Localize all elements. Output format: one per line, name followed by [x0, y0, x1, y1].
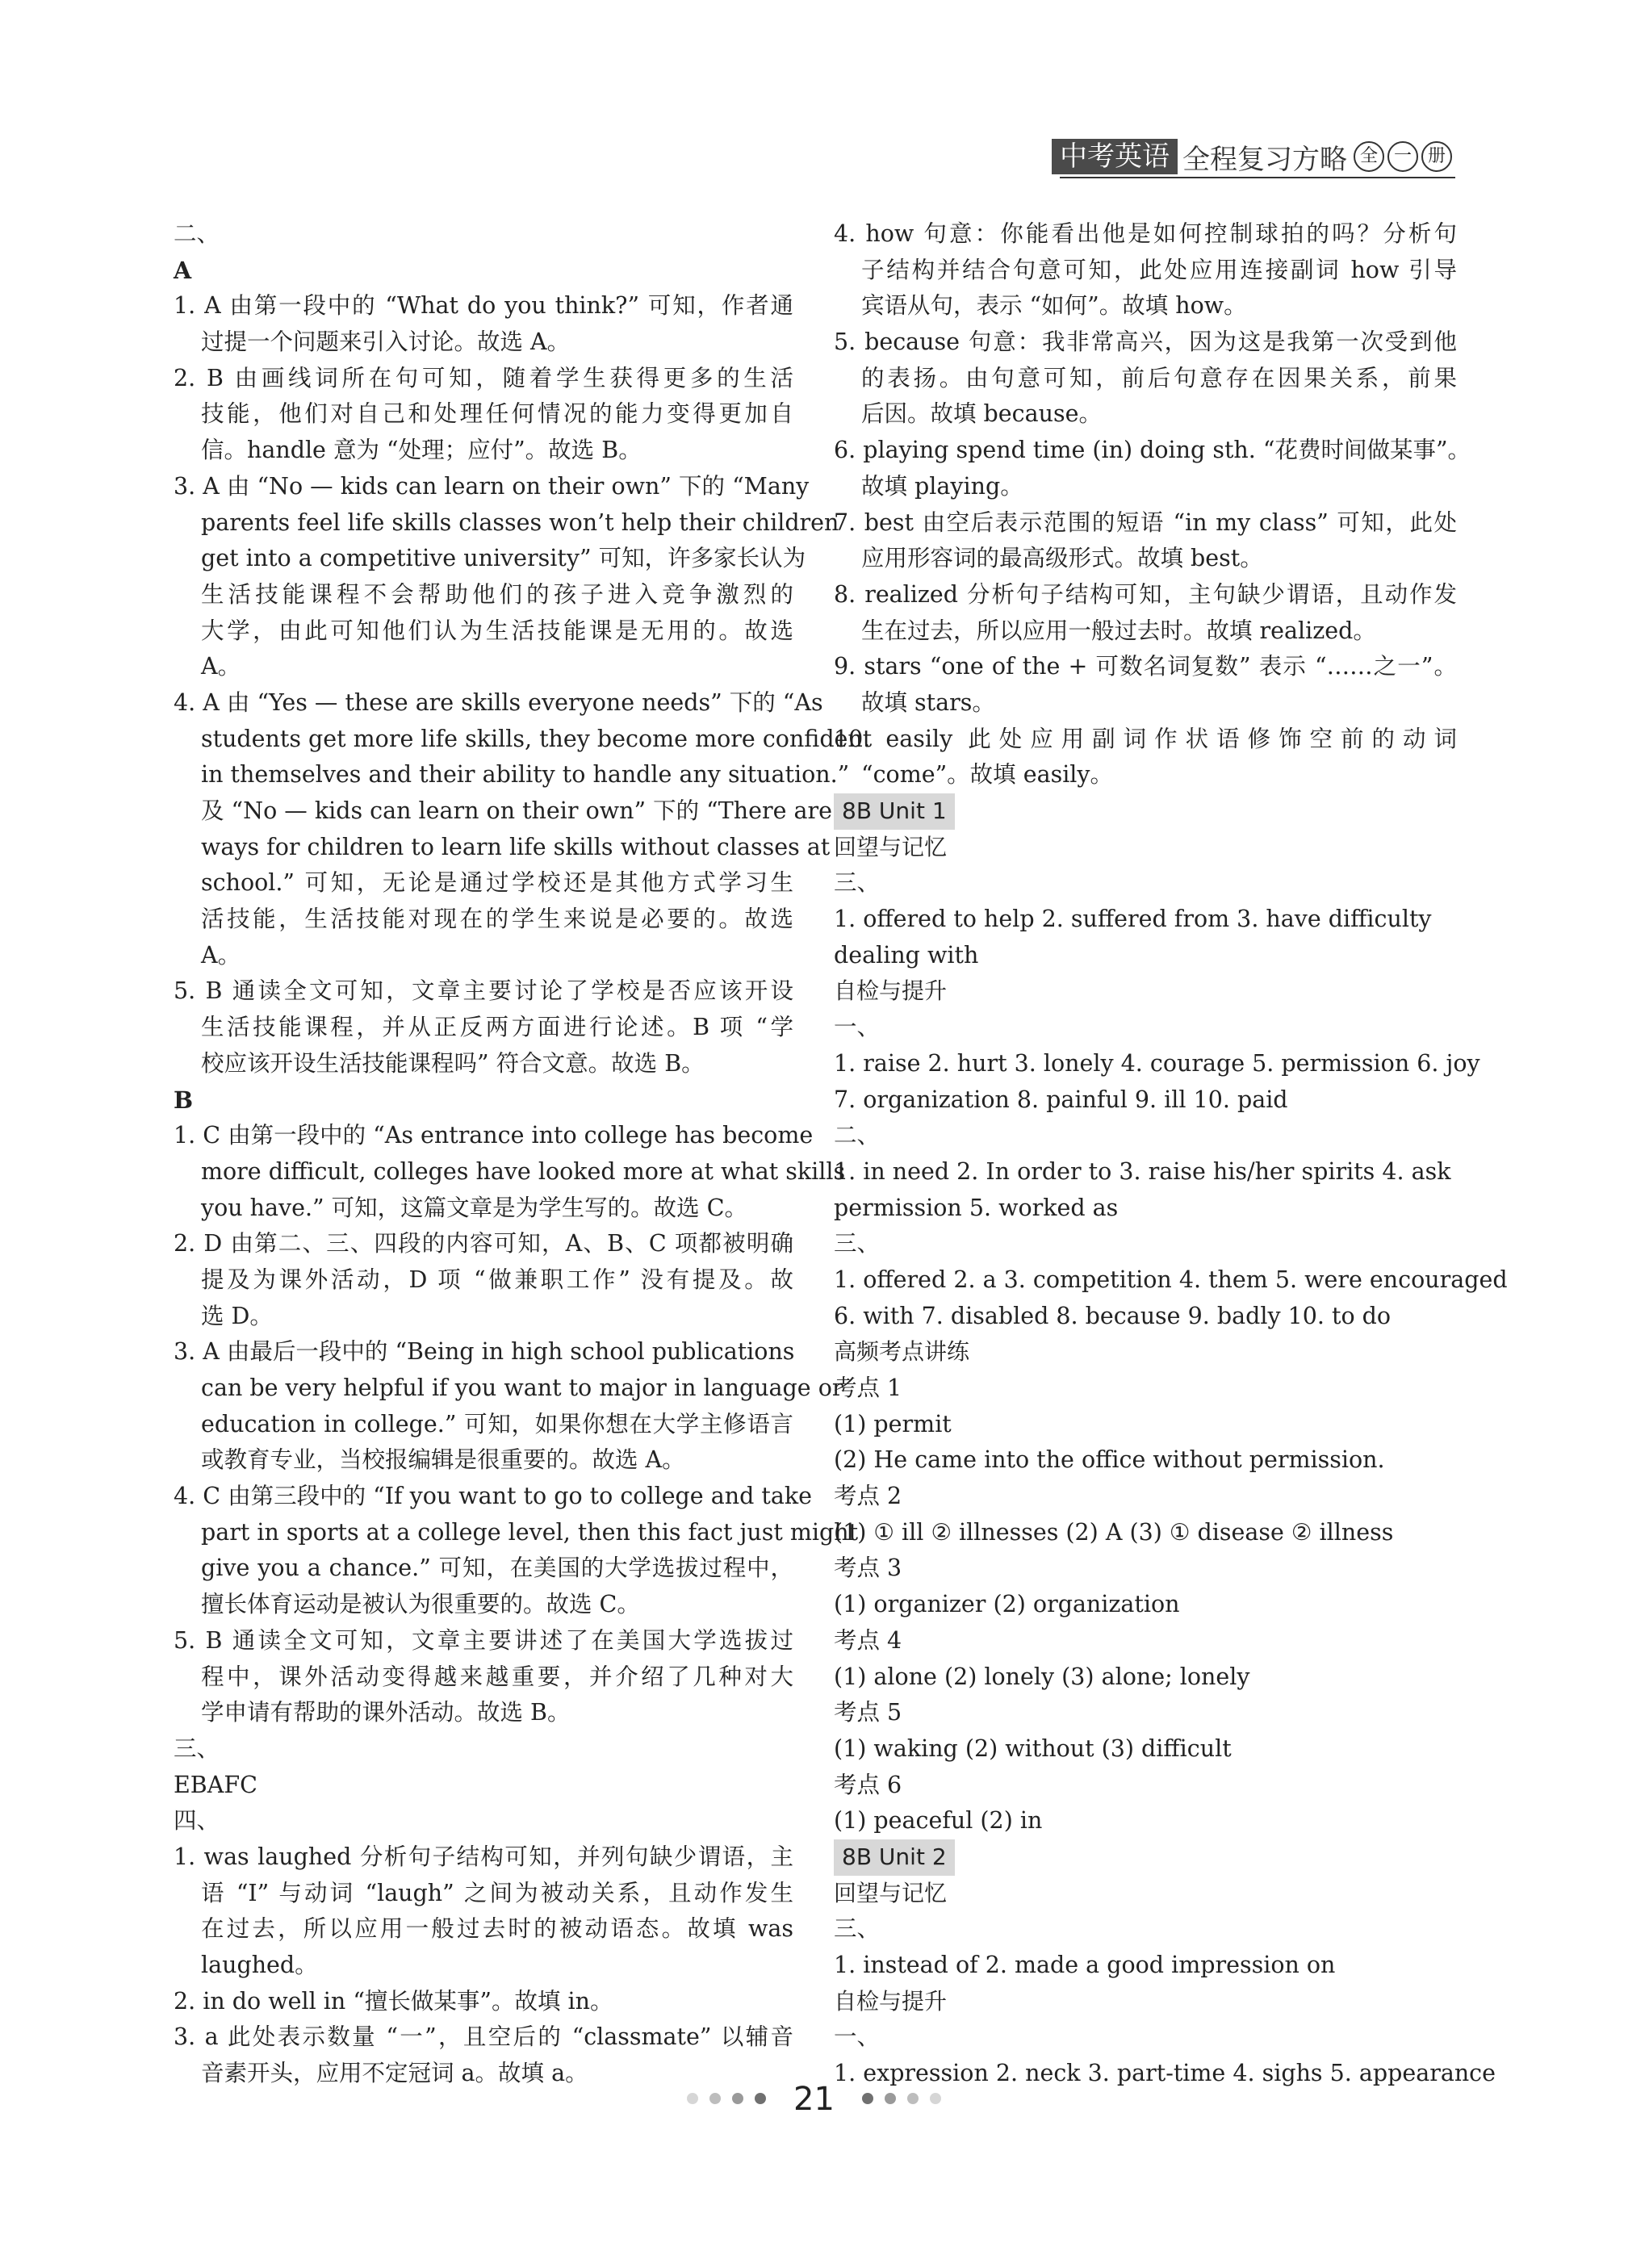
text-line: 6. playing spend time (in) doing sth. “花费时间做某事”。 — [834, 437, 1471, 464]
footer-dot — [755, 2093, 766, 2104]
header-boxed-title: 中考英语 — [1052, 139, 1178, 174]
text-line: 考点 2 — [834, 1483, 902, 1510]
text-line: more difficult, colleges have looked more at what skills — [201, 1157, 846, 1185]
text-line: dealing with — [834, 941, 979, 969]
text-line: 1. C 由第一段中的 “As entrance into college has become — [174, 1122, 814, 1149]
text-line: (1) organizer (2) organization — [834, 1591, 1180, 1618]
text-line: 程中，课外活动变得越来越重要，并介绍了几种对大 — [201, 1663, 793, 1690]
text-line: 选 D。 — [201, 1302, 273, 1329]
text-line: 擅长体育运动是被认为很重要的。故选 C。 — [201, 1591, 640, 1618]
text-line: 7. best 由空后表示范围的短语 “in my class” 可知，此处 — [834, 508, 1457, 536]
text-line: ways for children to learn life skills without classes at — [201, 833, 831, 860]
text-line: 一、 — [834, 1014, 881, 1041]
text-line: A。 — [201, 653, 241, 680]
footer-dot — [862, 2093, 873, 2104]
text-line: (1) permit — [834, 1410, 952, 1437]
page-header — [1052, 139, 1454, 174]
right-column — [834, 216, 1508, 2092]
text-line: 4. C 由第三段中的 “If you want to go to college and take — [174, 1483, 812, 1510]
text-line: 技能，他们对自己和处理任何情况的能力变得更加自 — [201, 400, 793, 428]
text-line: 4. how 句意：你能看出他是如何控制球拍的吗？分析句 — [834, 220, 1457, 247]
text-line: 生活技能课程不会帮助他们的孩子进入竞争激烈的 — [201, 580, 793, 608]
text-line: 回望与记忆 — [834, 833, 948, 860]
text-line: 三、 — [834, 1230, 881, 1257]
text-line: 1. instead of 2. made a good impression on — [834, 1952, 1336, 1978]
text-line: 3. A 由 “No — kids can learn on their own” 下的 “Many — [174, 472, 810, 500]
text-line: 后因。故填 because。 — [861, 400, 1102, 428]
text-line: 3. a 此处表示数量 “一”，且空后的 “classmate” 以辅音 — [174, 2023, 793, 2051]
text-line: 三、 — [174, 1734, 220, 1762]
page-footer — [0, 2081, 1628, 2118]
text-line: education in college.” 可知，如果你想在大学主修语言 — [201, 1410, 793, 1437]
text-line: 1. raise 2. hurt 3. lonely 4. courage 5. permission 6. joy — [834, 1049, 1480, 1077]
text-line: 自检与提升 — [834, 977, 948, 1005]
text-line: 3. A 由最后一段中的 “Being in high school publications — [174, 1338, 795, 1366]
text-line: 5. because 句意：我非常高兴，因为这是我第一次受到他 — [834, 328, 1457, 356]
text-line: 学申请有帮助的课外活动。故选 B。 — [201, 1699, 571, 1726]
text-line: 或教育专业，当校报编辑是很重要的。故选 A。 — [201, 1446, 685, 1474]
text-line: 子结构并结合句意可知，此处应用连接副词 how 引导 — [861, 256, 1457, 283]
text-line — [834, 1839, 1457, 1876]
footer-dot — [930, 2093, 941, 2104]
text-line: “come”。故填 easily。 — [861, 761, 1114, 789]
text-line: 1. A 由第一段中的 “What do you think?” 可知，作者通 — [174, 292, 793, 320]
text-line: 过提一个问题来引入讨论。故选 A。 — [201, 328, 571, 356]
text-line: 2. D 由第二、三、四段的内容可知，A、B、C 项都被明确 — [174, 1230, 793, 1257]
text-line: (1) ① ill ② illnesses (2) A (3) ① disease ② illness — [834, 1518, 1394, 1546]
text-line: 回望与记忆 — [834, 1879, 948, 1906]
text-line: 生在过去，所以应用一般过去时。故填 realized。 — [861, 617, 1376, 644]
unit-heading: 8B Unit 1 — [834, 793, 955, 830]
text-line: in themselves and their ability to handle any situation.” — [201, 761, 850, 789]
header-rule — [1060, 177, 1455, 178]
text-line: 大学，由此可知他们认为生活技能课是无用的。故选 — [201, 617, 793, 644]
text-line: 8. realized 分析句子结构可知，主句缺少谓语，且动作发 — [834, 580, 1457, 608]
text-line: 9. stars “one of the + 可数名词复数” 表示 “……之一”。 — [834, 653, 1457, 680]
text-line: 音素开头，应用不定冠词 a。故填 a。 — [201, 2060, 588, 2087]
footer-dot — [687, 2093, 698, 2104]
text-line: 三、 — [834, 869, 881, 897]
text-line: 2. B 由画线词所在句可知，随着学生获得更多的生活 — [174, 364, 793, 391]
text-line: 校应该开设生活技能课程吗” 符合文意。故选 B。 — [201, 1049, 705, 1077]
text-line: 故填 stars。 — [861, 688, 995, 716]
footer-dot — [907, 2093, 919, 2104]
text-line: (1) alone (2) lonely (3) alone; lonely — [834, 1663, 1250, 1690]
text-line: EBAFC — [174, 1771, 257, 1798]
text-line: students get more life skills, they become more confident — [201, 725, 873, 752]
text-line: 1. was laughed 分析句子结构可知，并列句缺少谓语，主 — [174, 1843, 793, 1870]
text-line: 四、 — [174, 1807, 220, 1835]
text-line: 1. offered 2. a 3. competition 4. them 5. were encouraged — [834, 1266, 1508, 1293]
text-line: (1) peaceful (2) in — [834, 1807, 1043, 1835]
text-line: 1. in need 2. In order to 3. raise his/her spirits 4. ask — [834, 1157, 1451, 1185]
text-line: 提及为课外活动，D 项 “做兼职工作” 没有提及。故 — [201, 1266, 793, 1293]
text-line: 信。handle 意为 “处理；应付”。故选 B。 — [201, 437, 642, 464]
text-line: 1. expression 2. neck 3. part-time 4. sighs 5. appearance — [834, 2060, 1496, 2087]
text-line: part in sports at a college level, then this fact just might — [201, 1518, 859, 1546]
text-line: 三、 — [834, 1915, 881, 1943]
text-line: A。 — [201, 941, 241, 969]
text-line: 应用形容词的最高级形式。故填 best。 — [861, 545, 1263, 572]
text-line: 7. organization 8. painful 9. ill 10. paid — [834, 1086, 1288, 1113]
text-line: 考点 5 — [834, 1699, 902, 1726]
text-line: A — [174, 256, 192, 284]
text-line: (2) He came into the office without permission. — [834, 1446, 1385, 1474]
text-line: (1) waking (2) without (3) difficult — [834, 1734, 1232, 1762]
text-line: 及 “No — kids can learn on their own” 下的 “There are — [201, 797, 833, 824]
header-circled-char: 册 — [1421, 141, 1452, 172]
text-line: 生活技能课程，并从正反两方面进行论述。B 项 “学 — [201, 1014, 793, 1041]
text-line: 语 “I” 与动词 “laugh” 之间为被动关系，且动作发生 — [201, 1879, 793, 1906]
text-line: 考点 3 — [834, 1555, 902, 1582]
text-line: 考点 1 — [834, 1375, 902, 1401]
text-line: B — [174, 1086, 194, 1114]
text-line: 考点 6 — [834, 1771, 902, 1798]
text-line: laughed。 — [201, 1952, 318, 1978]
page-number: 21 — [793, 2081, 835, 2118]
text-line: 10. easily 此处应用副词作状语修饰空前的动词 — [834, 725, 1457, 752]
text-line: 故填 playing。 — [861, 472, 1023, 500]
text-line: 2. in do well in “擅长做某事”。故填 in。 — [174, 1987, 613, 2015]
text-line: 6. with 7. disabled 8. because 9. badly 10. to do — [834, 1302, 1392, 1329]
footer-dot — [709, 2093, 721, 2104]
text-line: you have.” 可知，这篇文章是为学生写的。故选 C。 — [201, 1194, 748, 1221]
text-line: get into a competitive university” 可知，许多家长认为 — [201, 545, 806, 572]
text-line: 宾语从句，表示 “如何”。故填 how。 — [861, 292, 1247, 320]
text-line: 在过去，所以应用一般过去时的被动语态。故填 was — [201, 1915, 793, 1943]
text-line: give you a chance.” 可知，在美国的大学选拔过程中， — [201, 1555, 793, 1582]
text-line: 的表扬。由句意可知，前后句意存在因果关系，前果 — [861, 364, 1457, 391]
text-line: 5. B 通读全文可知，文章主要讨论了学校是否应该开设 — [174, 977, 793, 1005]
footer-dot — [732, 2093, 743, 2104]
text-line: 一、 — [834, 2023, 881, 2051]
footer-dot — [885, 2093, 896, 2104]
text-line: 二、 — [174, 220, 220, 247]
text-line: parents feel life skills classes won’t help their children — [201, 508, 839, 536]
footer-dots-left — [681, 2092, 772, 2107]
text-line: 5. B 通读全文可知，文章主要讲述了在美国大学选拔过 — [174, 1626, 793, 1654]
header-circled-char: 全 — [1354, 141, 1384, 172]
footer-dots-right — [856, 2092, 947, 2107]
text-line: 二、 — [834, 1122, 881, 1149]
text-line: 4. A 由 “Yes — these are skills everyone needs” 下的 “As — [174, 688, 823, 716]
text-line: school.” 可知，无论是通过学校还是其他方式学习生 — [201, 869, 793, 897]
header-circled-char: 一 — [1387, 141, 1418, 172]
text-line: 1. offered to help 2. suffered from 3. have difficulty — [834, 906, 1432, 933]
text-line: 考点 4 — [834, 1626, 902, 1654]
text-line: 高频考点讲练 — [834, 1338, 970, 1366]
text-line: 自检与提升 — [834, 1987, 948, 2015]
text-line — [834, 793, 1457, 830]
header-title: 全程复习方略 — [1182, 143, 1347, 176]
text-line: can be very helpful if you want to major in language or — [201, 1375, 843, 1401]
text-line: 活技能，生活技能对现在的学生来说是必要的。故选 — [201, 906, 793, 933]
text-line: permission 5. worked as — [834, 1194, 1119, 1221]
unit-heading: 8B Unit 2 — [834, 1839, 955, 1876]
